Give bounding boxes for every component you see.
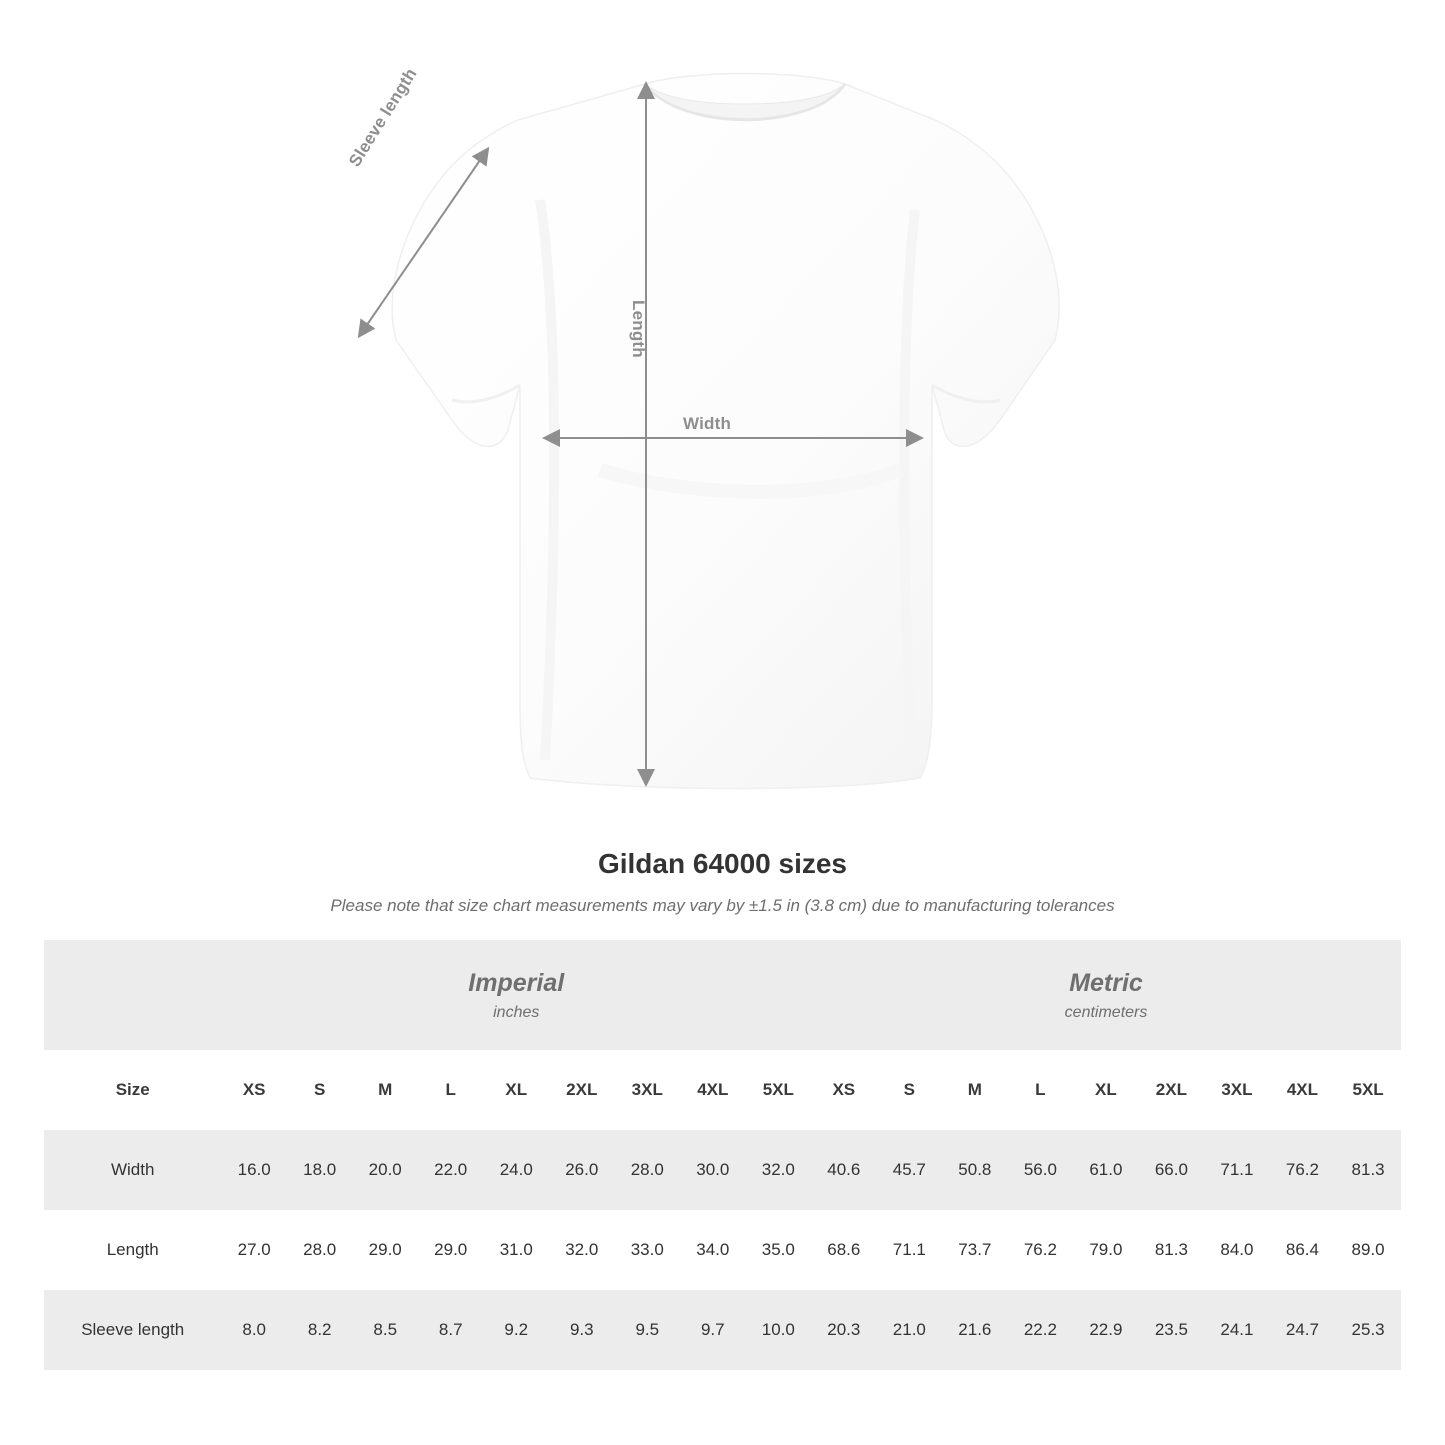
table-cell: 8.5 [352, 1290, 418, 1370]
table-cell: 79.0 [1073, 1210, 1139, 1290]
column-header-cell: M [942, 1050, 1008, 1130]
table-cell: 30.0 [680, 1130, 746, 1210]
unit-header-imperial [221, 940, 811, 1050]
table-cell: 8.7 [418, 1290, 484, 1370]
table-cell: 29.0 [418, 1210, 484, 1290]
table-cell: 9.5 [615, 1290, 681, 1370]
title-block [0, 848, 1445, 916]
table-cell: 40.6 [811, 1130, 877, 1210]
column-header-cell: M [352, 1050, 418, 1130]
table-cell: 68.6 [811, 1210, 877, 1290]
table-cell: 29.0 [352, 1210, 418, 1290]
column-header-size: Size [44, 1050, 221, 1130]
table-cell: 28.0 [615, 1130, 681, 1210]
table-cell: 81.3 [1139, 1210, 1205, 1290]
width-dimension-label: Width [683, 414, 732, 433]
table-cell: 9.2 [483, 1290, 549, 1370]
table-cell: 71.1 [877, 1210, 943, 1290]
unit-name-metric: Metric [1069, 969, 1143, 997]
table-row [44, 1210, 1401, 1290]
table-cell: 89.0 [1335, 1210, 1401, 1290]
row-label-width: Width [44, 1130, 221, 1210]
table-cell: 61.0 [1073, 1130, 1139, 1210]
table-cell: 24.7 [1270, 1290, 1336, 1370]
unit-header-spacer [44, 940, 221, 1050]
column-header-cell: L [418, 1050, 484, 1130]
table-cell: 28.0 [287, 1210, 353, 1290]
table-cell: 10.0 [746, 1290, 812, 1370]
table-cell: 32.0 [746, 1130, 812, 1210]
table-cell: 31.0 [483, 1210, 549, 1290]
table-cell: 24.0 [483, 1130, 549, 1210]
column-header-cell: 5XL [1335, 1050, 1401, 1130]
table-cell: 22.2 [1008, 1290, 1074, 1370]
unit-name-imperial: Imperial [468, 969, 565, 997]
table-cell: 24.1 [1204, 1290, 1270, 1370]
table-cell: 35.0 [746, 1210, 812, 1290]
column-header-cell: 3XL [615, 1050, 681, 1130]
column-header-cell: L [1008, 1050, 1074, 1130]
table-cell: 45.7 [877, 1130, 943, 1210]
table-cell: 73.7 [942, 1210, 1008, 1290]
size-table [44, 940, 1401, 1370]
unit-sub-metric: centimeters [1064, 1004, 1148, 1021]
table-row [44, 1130, 1401, 1210]
table-header-row [44, 1050, 1401, 1130]
table-cell: 32.0 [549, 1210, 615, 1290]
column-header-cell: 5XL [746, 1050, 812, 1130]
column-header-cell: XL [483, 1050, 549, 1130]
table-cell: 18.0 [287, 1130, 353, 1210]
table-cell: 23.5 [1139, 1290, 1205, 1370]
column-header-cell: S [287, 1050, 353, 1130]
unit-header-metric [811, 940, 1401, 1050]
table-cell: 76.2 [1270, 1130, 1336, 1210]
size-table-wrapper [44, 940, 1401, 1370]
table-cell: 56.0 [1008, 1130, 1074, 1210]
column-header-cell: 4XL [680, 1050, 746, 1130]
column-header-cell: 2XL [549, 1050, 615, 1130]
column-header-cell: XL [1073, 1050, 1139, 1130]
unit-sub-imperial: inches [493, 1004, 540, 1021]
column-header-cell: XS [221, 1050, 287, 1130]
table-cell: 27.0 [221, 1210, 287, 1290]
table-cell: 21.0 [877, 1290, 943, 1370]
table-cell: 9.3 [549, 1290, 615, 1370]
table-cell: 16.0 [221, 1130, 287, 1210]
table-cell: 20.3 [811, 1290, 877, 1370]
table-cell: 26.0 [549, 1130, 615, 1210]
column-header-cell: 2XL [1139, 1050, 1205, 1130]
page-title: Gildan 64000 sizes [597, 848, 848, 879]
table-cell: 66.0 [1139, 1130, 1205, 1210]
table-cell: 21.6 [942, 1290, 1008, 1370]
column-header-cell: 3XL [1204, 1050, 1270, 1130]
table-cell: 22.9 [1073, 1290, 1139, 1370]
sleeve-length-dimension-label: Sleeve length [345, 64, 421, 171]
table-cell: 22.0 [418, 1130, 484, 1210]
table-cell: 8.0 [221, 1290, 287, 1370]
column-header-cell: XS [811, 1050, 877, 1130]
table-cell: 8.2 [287, 1290, 353, 1370]
table-cell: 33.0 [615, 1210, 681, 1290]
table-cell: 86.4 [1270, 1210, 1336, 1290]
table-cell: 71.1 [1204, 1130, 1270, 1210]
length-dimension-label: Length [629, 300, 648, 358]
table-cell: 84.0 [1204, 1210, 1270, 1290]
table-row [44, 1290, 1401, 1370]
column-header-cell: 4XL [1270, 1050, 1336, 1130]
table-cell: 20.0 [352, 1130, 418, 1210]
row-label-sleeve-length: Sleeve length [44, 1290, 221, 1370]
column-header-cell: S [877, 1050, 943, 1130]
row-label-length: Length [44, 1210, 221, 1290]
tolerance-note: Please note that size chart measurements may vary by ±1.5 in (3.8 cm) due to manufacturing tolerances [330, 896, 1115, 915]
table-cell: 9.7 [680, 1290, 746, 1370]
unit-group-header-row [44, 940, 1401, 1050]
table-cell: 34.0 [680, 1210, 746, 1290]
table-cell: 81.3 [1335, 1130, 1401, 1210]
table-cell: 76.2 [1008, 1210, 1074, 1290]
table-cell: 50.8 [942, 1130, 1008, 1210]
table-cell: 25.3 [1335, 1290, 1401, 1370]
